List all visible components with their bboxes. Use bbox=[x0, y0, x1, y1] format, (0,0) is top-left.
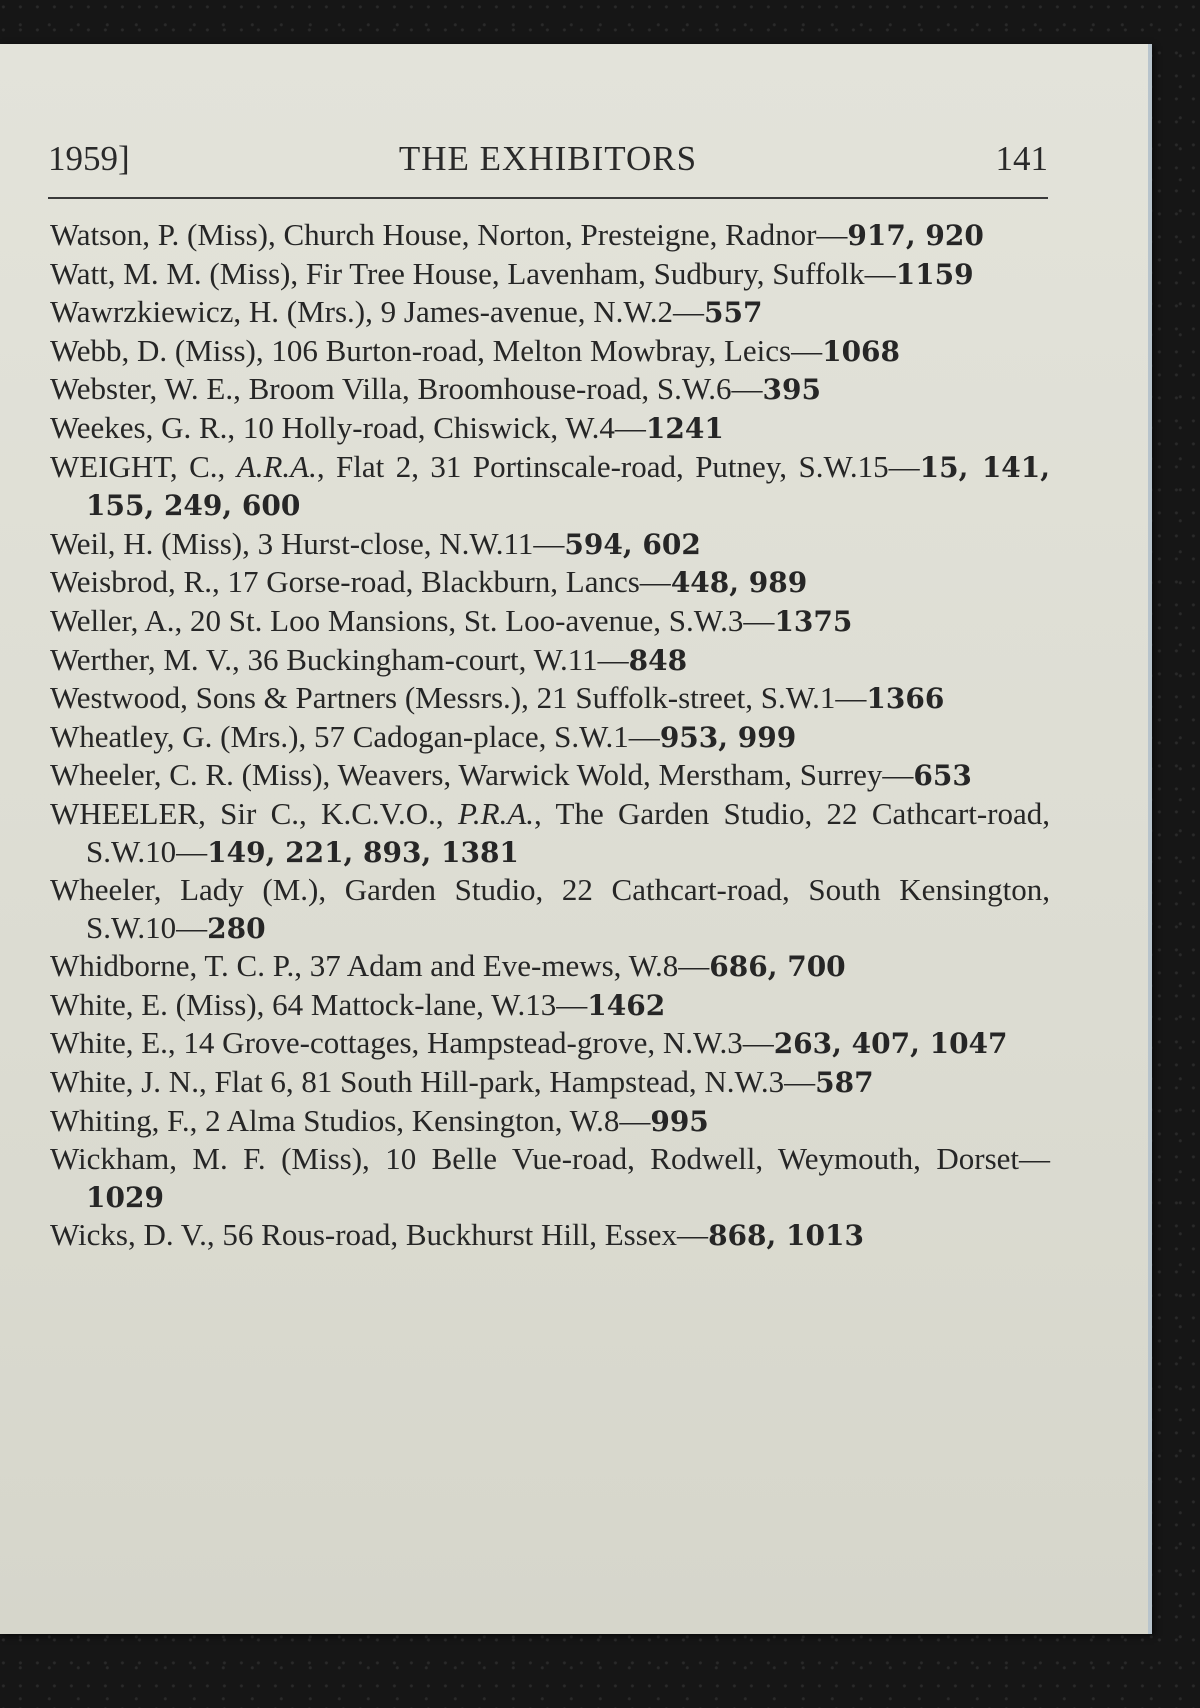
entry-text: Wawrzkiewicz, H. (Mrs.), 9 James-avenue, N.W.2— bbox=[50, 294, 705, 330]
exhibitor-entry bbox=[50, 679, 1050, 718]
entry-text: Wheeler, Lady (M.), Garden Studio, 22 Cathcart-road, South Kensington, S.W.10— bbox=[50, 872, 1050, 945]
entry-text: Whiting, F., 2 Alma Studios, Kensington, W.8— bbox=[50, 1102, 651, 1138]
exhibitor-entry bbox=[50, 756, 1050, 795]
exhibitor-entry bbox=[50, 332, 1050, 371]
entry-catalogue-numbers: 1375 bbox=[774, 604, 853, 638]
entry-catalogue-numbers: 1068 bbox=[822, 334, 901, 368]
entry-text: Webster, W. E., Broom Villa, Broomhouse-road, S.W.6— bbox=[50, 371, 763, 407]
entry-catalogue-numbers: 1241 bbox=[645, 411, 724, 445]
entry-catalogue-numbers: 1366 bbox=[866, 682, 945, 716]
entry-text: Werther, M. V., 36 Buckingham-court, W.11— bbox=[50, 641, 629, 677]
entry-honour: P.R.A. bbox=[457, 795, 535, 831]
entry-text: Webb, D. (Miss), 106 Burton-road, Melton Mowbray, Leics— bbox=[50, 332, 823, 368]
exhibitor-entry bbox=[50, 986, 1050, 1025]
entry-catalogue-numbers: 848 bbox=[628, 643, 688, 677]
exhibitor-entry bbox=[50, 1024, 1050, 1063]
entry-catalogue-numbers: 686, 700 bbox=[709, 950, 846, 984]
entry-catalogue-numbers: 557 bbox=[704, 296, 763, 330]
exhibitor-entry bbox=[50, 216, 1050, 255]
exhibitor-entry bbox=[50, 871, 1050, 947]
entry-catalogue-numbers: 868, 1013 bbox=[708, 1219, 864, 1253]
exhibitor-entry bbox=[50, 409, 1050, 448]
entry-catalogue-numbers: 587 bbox=[815, 1066, 874, 1100]
exhibitor-entry bbox=[50, 1216, 1050, 1255]
entry-catalogue-numbers: 1462 bbox=[587, 988, 666, 1022]
exhibitor-entry bbox=[50, 563, 1050, 602]
entry-honour: A.R.A. bbox=[236, 448, 317, 484]
exhibitor-entry bbox=[50, 1140, 1050, 1216]
entry-text: White, J. N., Flat 6, 81 South Hill-park, Hampstead, N.W.3— bbox=[50, 1064, 816, 1100]
exhibitor-entry bbox=[50, 370, 1050, 409]
exhibitor-entry bbox=[50, 718, 1050, 757]
exhibitor-entry bbox=[50, 795, 1050, 871]
entry-text: Weil, H. (Miss), 3 Hurst-close, N.W.11— bbox=[50, 525, 565, 561]
exhibitor-entry bbox=[50, 1102, 1050, 1141]
exhibitor-entry bbox=[50, 1063, 1050, 1102]
exhibitor-entry bbox=[50, 255, 1050, 294]
entry-text: Wheeler, C. R. (Miss), Weavers, Warwick Wold, Merstham, Surrey— bbox=[50, 757, 914, 793]
exhibitor-entry bbox=[50, 947, 1050, 986]
entry-catalogue-numbers: 149, 221, 893, 1381 bbox=[207, 835, 519, 869]
entry-text: Weekes, G. R., 10 Holly-road, Chiswick, W.4— bbox=[50, 409, 646, 445]
exhibitor-entry bbox=[50, 448, 1050, 525]
entry-catalogue-numbers: 448, 989 bbox=[670, 566, 808, 600]
entry-catalogue-numbers: 1159 bbox=[895, 257, 974, 291]
page-number: 141 bbox=[995, 139, 1048, 178]
entry-text: Wicks, D. V., 56 Rous-road, Buckhurst Hill, Essex— bbox=[50, 1217, 709, 1253]
header-title: THE EXHIBITORS bbox=[398, 139, 698, 178]
entry-catalogue-numbers: 1029 bbox=[86, 1180, 164, 1214]
entry-text: Weisbrod, R., 17 Gorse-road, Blackburn, Lancs— bbox=[50, 564, 671, 600]
exhibitor-entry bbox=[50, 602, 1050, 641]
running-header bbox=[48, 139, 1048, 183]
entry-text-cont: , Flat 2, 31 Portinscale-road, Putney, S.W.15— bbox=[316, 448, 920, 484]
exhibitor-list bbox=[50, 216, 1050, 1255]
entry-text: Wickham, M. F. (Miss), 10 Belle Vue-road, Rodwell, Weymouth, Dorset— bbox=[50, 1141, 1050, 1177]
entry-catalogue-numbers: 995 bbox=[650, 1104, 709, 1138]
entry-catalogue-numbers: 653 bbox=[913, 759, 972, 793]
entry-text: WEIGHT, C., bbox=[50, 448, 237, 484]
entry-text: Weller, A., 20 St. Loo Mansions, St. Loo-avenue, S.W.3— bbox=[50, 602, 775, 638]
entry-text: White, E. (Miss), 64 Mattock-lane, W.13— bbox=[50, 986, 588, 1022]
entry-catalogue-numbers: 15, 141, 155, 249, 600 bbox=[86, 450, 1051, 523]
entry-text: Watt, M. M. (Miss), Fir Tree House, Lavenham, Sudbury, Suffolk— bbox=[50, 255, 896, 291]
entry-catalogue-numbers: 263, 407, 1047 bbox=[773, 1027, 1008, 1061]
entry-text-cont: , The Garden Studio, 22 Cathcart-road, S.W.10— bbox=[86, 795, 1050, 869]
header-year: 1959] bbox=[48, 139, 130, 178]
exhibitor-entry bbox=[50, 525, 1050, 564]
entry-text: WHEELER, Sir C., K.C.V.O., bbox=[50, 795, 458, 831]
book-page bbox=[0, 44, 1152, 1634]
entry-text: Westwood, Sons & Partners (Messrs.), 21 Suffolk-street, S.W.1— bbox=[50, 680, 867, 716]
header-rule bbox=[48, 197, 1048, 199]
entry-text: Whidborne, T. C. P., 37 Adam and Eve-mews, W.8— bbox=[50, 948, 710, 984]
exhibitor-entry bbox=[50, 641, 1050, 680]
entry-catalogue-numbers: 917, 920 bbox=[847, 219, 984, 252]
entry-text: Watson, P. (Miss), Church House, Norton, Presteigne, Radnor— bbox=[50, 217, 848, 252]
entry-text: White, E., 14 Grove-cottages, Hampstead-grove, N.W.3— bbox=[50, 1025, 774, 1061]
entry-text: Wheatley, G. (Mrs.), 57 Cadogan-place, S.W.1— bbox=[50, 718, 660, 754]
entry-catalogue-numbers: 280 bbox=[207, 911, 266, 945]
entry-catalogue-numbers: 594, 602 bbox=[564, 527, 701, 561]
exhibitor-entry bbox=[50, 293, 1050, 332]
entry-catalogue-numbers: 953, 999 bbox=[659, 720, 797, 754]
entry-catalogue-numbers: 395 bbox=[762, 373, 821, 407]
